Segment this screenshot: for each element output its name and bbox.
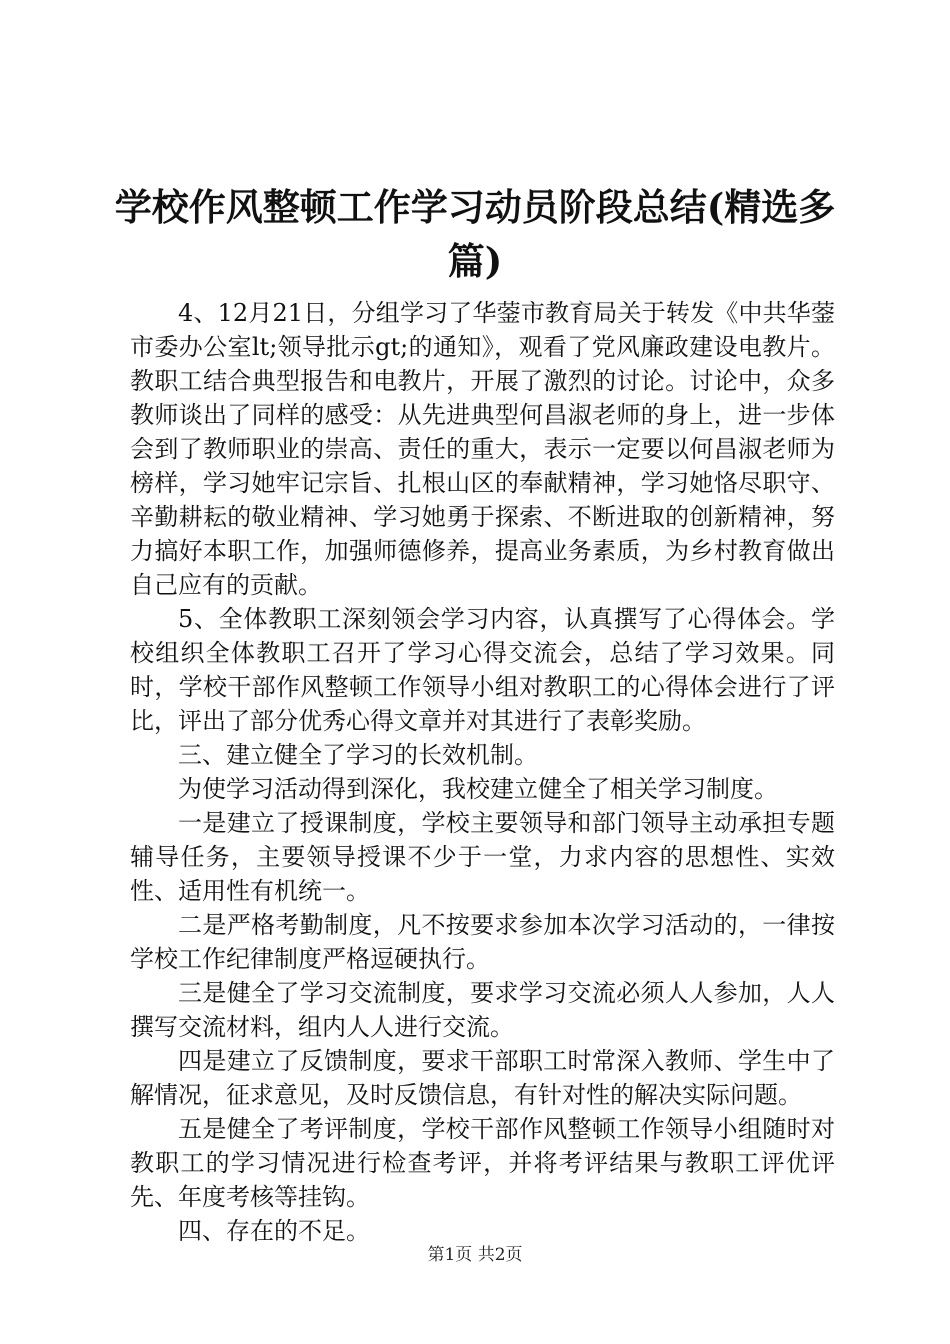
document-title: 学校作风整顿工作学习动员阶段总结(精选多篇) xyxy=(114,185,836,283)
section-heading-3: 三、建立健全了学习的长效机制。 xyxy=(178,741,538,769)
paragraph-rule-2: 二是严格考勤制度，凡不按要求参加本次学习活动的，一律按学校工作纪律制度严格逗硬执行。 xyxy=(130,911,835,973)
paragraph-rule-5: 五是健全了考评制度，学校干部作风整顿工作领导小组随时对教职工的学习情况进行检查考评，并将考评结果与教职工评优评先、年度考核等挂钩。 xyxy=(130,1115,835,1211)
paragraph-item-5: 5、全体教职工深刻领会学习内容，认真撰写了心得体会。学校组织全体教职工召开了学习心得交流会，总结了学习效果。同时，学校干部作风整顿工作领导小组对教职工的心得体会进行了评比，评出了部分优秀心得文章并对其进行了表彰奖励。 xyxy=(130,605,835,735)
section-heading-4: 四、存在的不足。 xyxy=(178,1217,370,1245)
paragraph-item-4: 4、12月21日，分组学习了华蓥市教育局关于转发《中共华蓥市委办公室lt;领导批示gt;的通知》，观看了党风廉政建设电教片。教职工结合典型报告和电教片，开展了激烈的讨论。讨论中，众多教师谈出了同样的感受：从先进典型何昌淑老师的身上，进一步体会到了教师职业的崇高、责任的重大，表示一定要以何昌淑老师为榜样，学习她牢记宗旨、扎根山区的奉献精神，学习她恪尽职守、辛勤耕耘的敬业精神、学习她勇于探索、不断进取的创新精神，努力搞好本职工作，加强师德修养，提高业务素质，为乡村教育做出自己应有的贡献。 xyxy=(130,299,835,599)
paragraph-rule-3: 三是健全了学习交流制度，要求学习交流必须人人参加，人人撰写交流材料，组内人人进行交流。 xyxy=(130,979,835,1041)
page-footer: 第1页 共2页 xyxy=(427,1245,523,1265)
paragraph-intro: 为使学习活动得到深化，我校建立健全了相关学习制度。 xyxy=(178,775,778,803)
paragraph-rule-4: 四是建立了反馈制度，要求干部职工时常深入教师、学生中了解情况，征求意见，及时反馈信息，有针对性的解决实际问题。 xyxy=(130,1047,835,1109)
paragraph-rule-1: 一是建立了授课制度，学校主要领导和部门领导主动承担专题辅导任务，主要领导授课不少于一堂，力求内容的思想性、实效性、适用性有机统一。 xyxy=(130,809,835,905)
document-body xyxy=(130,296,835,1248)
